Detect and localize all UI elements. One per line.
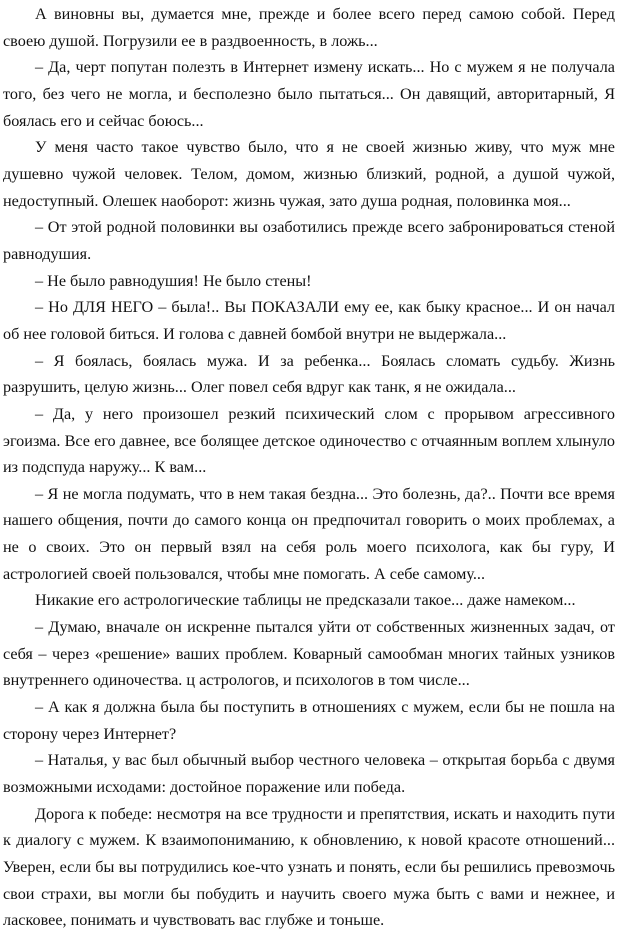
paragraph: – От этой родной половинки вы озаботились прежде всего забронироваться стеной равнодушия. [3, 218, 615, 263]
document-body [3, 1, 615, 934]
paragraph: У меня часто такое чувство было, что я не своей жизнью живу, что муж мне душевно чужой человек. Телом, домом, жизнью близкий, родной, а душой чужой, недоступный. Олешек наоборот: жизнь чужая, зато душа родная, половинка моя... [3, 138, 615, 210]
paragraph: – Не было равнодушия! Не было стены! [35, 271, 312, 290]
paragraph: – Я боялась, боялась мужа. И за ребенка... Боялась сломать судьбу. Жизнь разрушить, целую жизнь... Олег повел себя вдруг как танк, я не ожидала... [3, 351, 615, 397]
paragraph: – Да, черт попутан полезть в Интернет измену искать... Но с мужем я не получала того, без чего не могла, и бесполезно было пытаться... Он давящий, авторитарный, Я боялась его и сейчас боюсь... [3, 58, 615, 130]
paragraph: – Я не могла подумать, что в нем такая бездна... Это болезнь, да?.. Почти все время нашего общения, почти до самого конца он предпочитал говорить о моих проблемах, а не о своих. Это он первый взял на себя роль моего психолога, как бы гуру, И астрологией своей пользовался, чтобы мне помогать. А себе самому... [3, 484, 615, 583]
paragraph: – Но ДЛЯ НЕГО – была!.. Вы ПОКАЗАЛИ ему ее, как быку красное... И он начал об нее головой биться. И голова с давней бомбой внутри не выдержала... [3, 298, 615, 343]
paragraph: Дорога к победе: несмотря на все трудности и препятствия, искать и находить пути к диалогу с мужем. К взаимопониманию, к обновлению, к новой красоте отношений... Уверен, если бы вы потрудились кое-что узнать и понять, если бы решились превозмочь свои страхи, вы могли бы побудить и научить своего мужа быть с вами и нежнее, и ласковее, понимать и чувствовать вас глубже и тоньше. [3, 804, 615, 930]
paragraph: – Думаю, вначале он искренне пытался уйти от собственных жизненных задач, от себя – через «решение» ваших проблем. Коварный самообман многих тайных узников внутреннего одиночества. ц астрологов, и психологов в том числе... [3, 618, 615, 690]
paragraph: – Наталья, у вас был обычный выбор честного человека – открытая борьба с двумя возможными исходами: достойное поражение или победа. [3, 751, 615, 797]
paragraph: – Да, у него произошел резкий психический слом с прорывом агрессивного эгоизма. Все его давнее, все болящее детское одиночество с отчаянным воплем хлынуло из подспуда наружу... К вам... [3, 404, 615, 477]
paragraph: А виновны вы, думается мне, прежде и более всего перед самою собой. Перед своею душой. Погрузили ее в раздвоенность, в ложь... [3, 5, 615, 50]
paragraph: Никакие его астрологические таблицы не предсказали такое... даже намеком... [35, 591, 576, 610]
paragraph: – А как я должна была бы поступить в отношениях с мужем, если бы не пошла на сторону через Интернет? [3, 698, 615, 743]
